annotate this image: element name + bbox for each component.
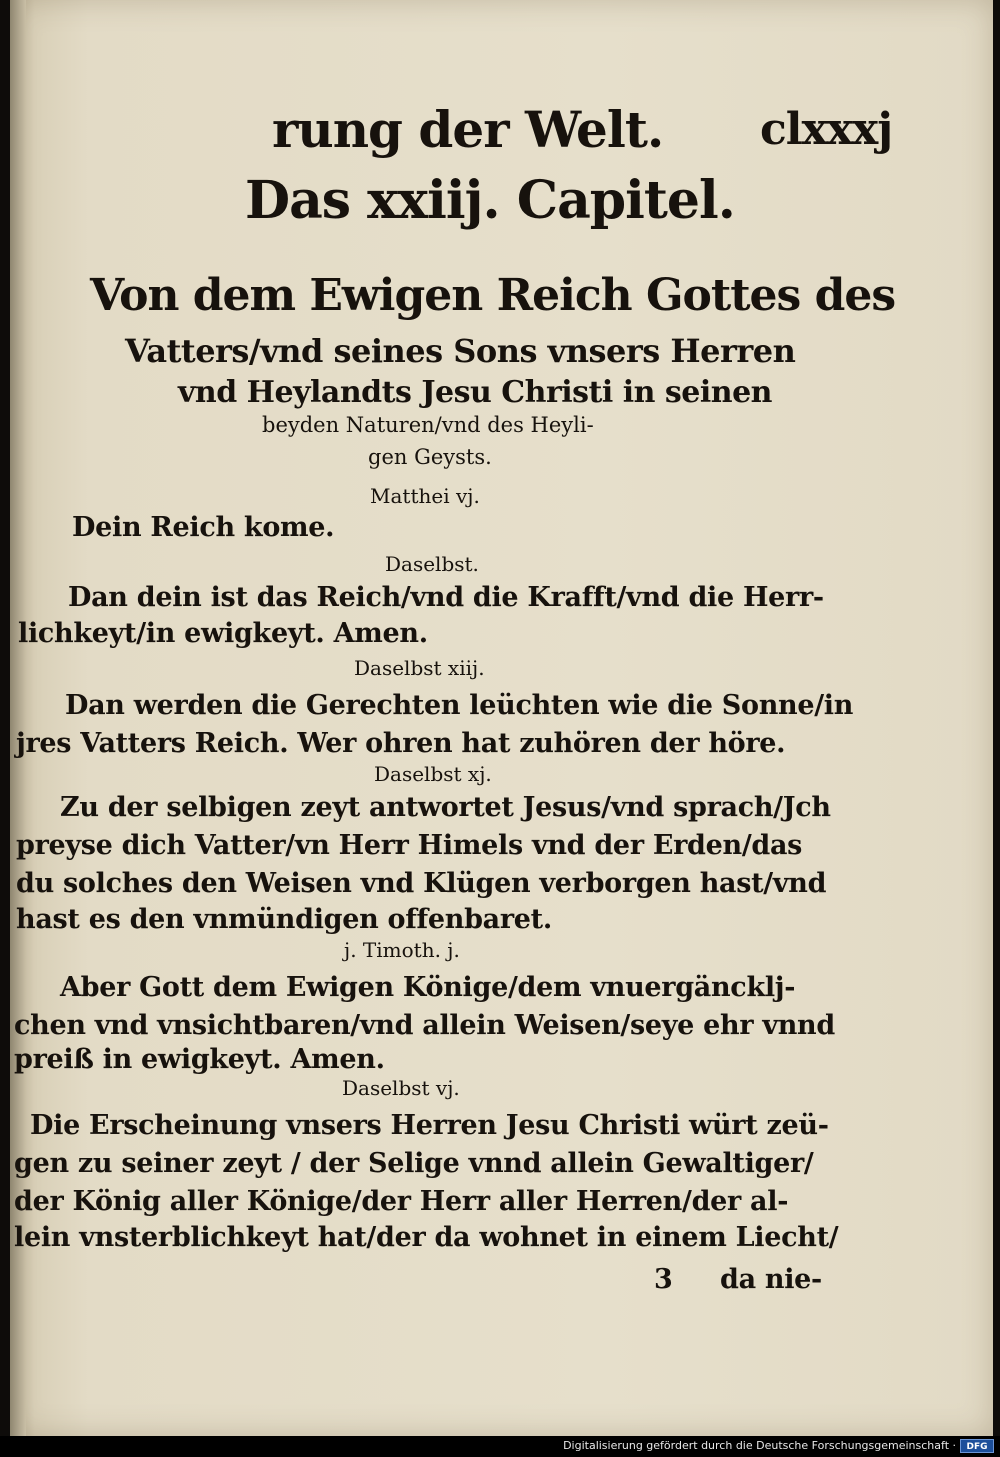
page-gutter	[10, 0, 26, 1436]
reference-daselbst: Daselbst.	[385, 552, 479, 576]
text-line: Die Erscheinung vnsers Herren Jesu Christi würt zeü-	[30, 1110, 829, 1141]
signature-mark: 3	[654, 1264, 673, 1295]
reference-daselbst-vj: Daselbst vj.	[342, 1076, 460, 1100]
reference-matthew: Matthei vj.	[370, 484, 480, 508]
title-line-2: Vatters/vnd seines Sons vnsers Herren	[125, 332, 796, 370]
text-line: der König aller Könige/der Herr aller Herren/der al-	[14, 1186, 789, 1217]
text-line: hast es den vnmündigen offenbaret.	[16, 904, 552, 935]
text-line: preyse dich Vatter/vn Herr Himels vnd der Erden/das	[16, 830, 803, 861]
text-line: Dan werden die Gerechten leüchten wie die Sonne/in	[65, 690, 854, 721]
text-line: Aber Gott dem Ewigen Könige/dem vnuergäncklj-	[60, 972, 796, 1003]
digitization-footer	[0, 1436, 1000, 1457]
text-line: chen vnd vnsichtbaren/vnd allein Weisen/seye ehr vnnd	[14, 1010, 835, 1041]
title-line-5: gen Geysts.	[368, 445, 492, 469]
text-line: Zu der selbigen zeyt antwortet Jesus/vnd sprach/Jch	[60, 792, 831, 823]
running-title: rung der Welt.	[272, 100, 664, 159]
text-line: gen zu seiner zeyt / der Selige vnnd allein Gewaltiger/	[14, 1148, 814, 1179]
text-line: lein vnsterblichkeyt hat/der da wohnet in einem Liecht/	[14, 1222, 839, 1253]
text-line: Dein Reich kome.	[72, 512, 335, 543]
reference-daselbst-xj: Daselbst xj.	[374, 762, 492, 786]
dfg-logo: DFG	[960, 1439, 994, 1453]
chapter-heading: Das xxiij. Capitel.	[245, 170, 735, 231]
book-page	[10, 0, 993, 1436]
text-line: Dan dein ist das Reich/vnd die Krafft/vnd die Herr-	[68, 582, 824, 613]
folio-number: clxxxj	[760, 104, 893, 155]
text-line: preiß in ewigkeyt. Amen.	[14, 1044, 385, 1075]
text-line: lichkeyt/in ewigkeyt. Amen.	[18, 618, 428, 649]
catchword: da nie-	[720, 1264, 822, 1295]
title-line-1: Von dem Ewigen Reich Gottes des	[90, 270, 896, 321]
title-line-3: vnd Heylandts Jesu Christi in seinen	[178, 375, 772, 410]
title-line-4: beyden Naturen/vnd des Heyli-	[262, 413, 594, 437]
text-line: du solches den Weisen vnd Klügen verborgen hast/vnd	[16, 868, 827, 899]
text-line: jres Vatters Reich. Wer ohren hat zuhören der höre.	[16, 728, 786, 759]
reference-timothy: j. Timoth. j.	[344, 938, 460, 962]
reference-daselbst-xiij: Daselbst xiij.	[354, 656, 485, 680]
funding-credit: Digitalisierung gefördert durch die Deutsche Forschungsgemeinschaft ·	[563, 1439, 956, 1452]
